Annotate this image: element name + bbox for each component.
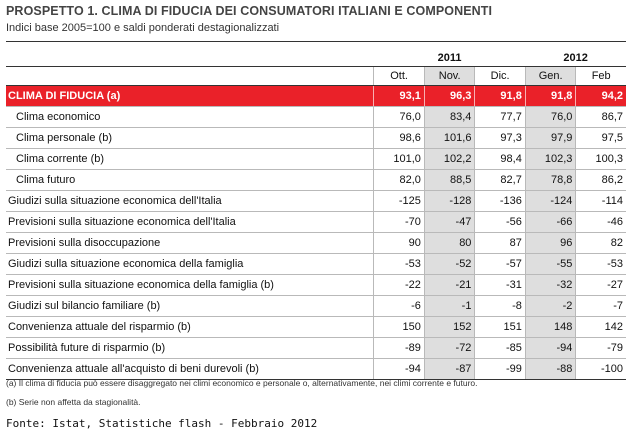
row-value: 102,2 <box>424 149 475 170</box>
row-label: Possibilità future di risparmio (b) <box>6 338 374 359</box>
table-row <box>6 317 626 338</box>
row-value: -128 <box>424 191 475 212</box>
row-value: -21 <box>424 275 475 296</box>
row-value: 80 <box>424 233 475 254</box>
table-row <box>6 233 626 254</box>
row-label: Giudizi sul bilancio familiare (b) <box>6 296 374 317</box>
row-value: 101,6 <box>424 128 475 149</box>
table-row <box>6 170 626 191</box>
row-value: 87 <box>475 233 525 254</box>
row-value: 88,5 <box>424 170 475 191</box>
row-value: -94 <box>525 338 576 359</box>
row-value: -1 <box>424 296 475 317</box>
row-value: 82,7 <box>475 170 525 191</box>
row-value: -88 <box>525 359 576 380</box>
footnote-a: (a) Il clima di fiducia può essere disaggregato nei climi economico e personale o, alternativamente, nei climi corrente e futuro. <box>6 378 478 388</box>
row-value: 93,1 <box>374 86 425 107</box>
row-value: 101,0 <box>374 149 425 170</box>
row-value: 94,2 <box>576 86 626 107</box>
month-header-row <box>6 67 626 86</box>
row-label: Clima economico <box>6 107 374 128</box>
row-label: Giudizi sulla situazione economica dell'Italia <box>6 191 374 212</box>
month-dec: Dic. <box>475 67 525 86</box>
row-label: Previsioni sulla situazione economica della famiglia (b) <box>6 275 374 296</box>
table-row <box>6 212 626 233</box>
row-label: Convenienza attuale del risparmio (b) <box>6 317 374 338</box>
row-value: -114 <box>576 191 626 212</box>
year-header-row <box>6 50 626 67</box>
row-label: CLIMA DI FIDUCIA (a) <box>6 86 374 107</box>
row-value: 98,4 <box>475 149 525 170</box>
row-value: -32 <box>525 275 576 296</box>
row-value: -47 <box>424 212 475 233</box>
row-value: -99 <box>475 359 525 380</box>
row-value: 86,7 <box>576 107 626 128</box>
row-value: -66 <box>525 212 576 233</box>
row-value: -70 <box>374 212 425 233</box>
row-value: -79 <box>576 338 626 359</box>
row-label: Clima personale (b) <box>6 128 374 149</box>
table-row <box>6 149 626 170</box>
row-value: 76,0 <box>374 107 425 128</box>
row-value: 100,3 <box>576 149 626 170</box>
row-value: 96 <box>525 233 576 254</box>
table-subtitle: Indici base 2005=100 e saldi ponderati destagionalizzati <box>6 22 280 34</box>
row-value: -136 <box>475 191 525 212</box>
row-value: 91,8 <box>475 86 525 107</box>
row-label: Convenienza attuale all'acquisto di beni durevoli (b) <box>6 359 374 380</box>
row-value: 98,6 <box>374 128 425 149</box>
footnote-b: (b) Serie non affetta da stagionalità. <box>6 397 141 407</box>
row-value: -94 <box>374 359 425 380</box>
row-value: 76,0 <box>525 107 576 128</box>
row-value: 83,4 <box>424 107 475 128</box>
row-value: 150 <box>374 317 425 338</box>
table-title: PROSPETTO 1. CLIMA DI FIDUCIA DEI CONSUMATORI ITALIANI E COMPONENTI <box>6 4 493 18</box>
table-row <box>6 338 626 359</box>
row-value: -53 <box>374 254 425 275</box>
table-row <box>6 296 626 317</box>
row-value: -46 <box>576 212 626 233</box>
month-jan: Gen. <box>525 67 576 86</box>
row-value: -56 <box>475 212 525 233</box>
row-value: 142 <box>576 317 626 338</box>
year-2011: 2011 <box>374 50 526 67</box>
month-oct: Ott. <box>374 67 425 86</box>
source-line: Fonte: Istat, Statistiche flash - Febbraio 2012 <box>6 417 318 430</box>
row-label: Clima corrente (b) <box>6 149 374 170</box>
row-value: 78,8 <box>525 170 576 191</box>
table-row <box>6 128 626 149</box>
row-value: -85 <box>475 338 525 359</box>
row-value: 97,5 <box>576 128 626 149</box>
row-label: Giudizi sulla situazione economica della famiglia <box>6 254 374 275</box>
table-row <box>6 359 626 380</box>
row-value: 151 <box>475 317 525 338</box>
row-value: -57 <box>475 254 525 275</box>
row-value: -87 <box>424 359 475 380</box>
row-value: -27 <box>576 275 626 296</box>
row-value: -55 <box>525 254 576 275</box>
row-value: -100 <box>576 359 626 380</box>
row-label: Previsioni sulla situazione economica dell'Italia <box>6 212 374 233</box>
row-value: -7 <box>576 296 626 317</box>
table-row <box>6 254 626 275</box>
table-row <box>6 275 626 296</box>
month-nov: Nov. <box>424 67 475 86</box>
row-value: -72 <box>424 338 475 359</box>
row-label: Clima futuro <box>6 170 374 191</box>
row-value: 82,0 <box>374 170 425 191</box>
row-value: 148 <box>525 317 576 338</box>
row-value: 152 <box>424 317 475 338</box>
table-row <box>6 191 626 212</box>
row-value: 91,8 <box>525 86 576 107</box>
header-rule <box>6 41 626 42</box>
row-value: 97,9 <box>525 128 576 149</box>
table-row <box>6 107 626 128</box>
row-label: Previsioni sulla disoccupazione <box>6 233 374 254</box>
row-value: -6 <box>374 296 425 317</box>
row-value: 102,3 <box>525 149 576 170</box>
row-value: -31 <box>475 275 525 296</box>
confidence-table <box>6 50 626 380</box>
row-value: -2 <box>525 296 576 317</box>
row-value: -53 <box>576 254 626 275</box>
row-value: 90 <box>374 233 425 254</box>
row-value: -52 <box>424 254 475 275</box>
row-value: -8 <box>475 296 525 317</box>
row-value: -22 <box>374 275 425 296</box>
month-feb: Feb <box>576 67 626 86</box>
row-value: 97,3 <box>475 128 525 149</box>
row-value: 86,2 <box>576 170 626 191</box>
row-value: 77,7 <box>475 107 525 128</box>
row-value: -89 <box>374 338 425 359</box>
year-2012: 2012 <box>525 50 626 67</box>
row-value: 82 <box>576 233 626 254</box>
row-value: -125 <box>374 191 425 212</box>
row-value: -124 <box>525 191 576 212</box>
row-value: 96,3 <box>424 86 475 107</box>
headline-row <box>6 86 626 107</box>
